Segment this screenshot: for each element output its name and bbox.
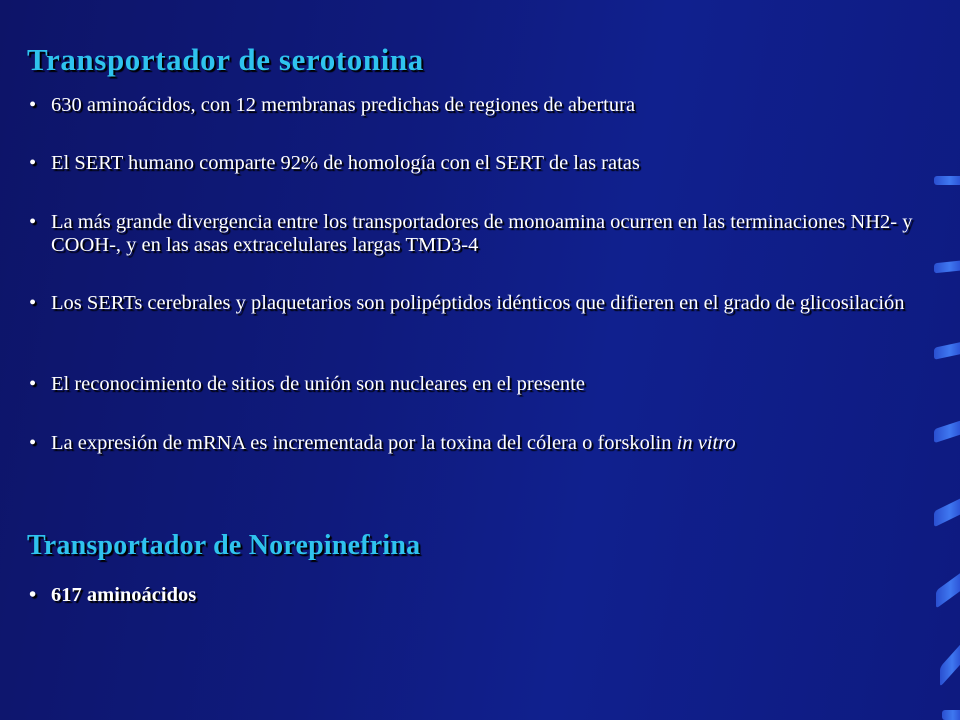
bullet-text: Los SERTs cerebrales y plaquetarios son polipéptidos idénticos que difieren en el grado de glicosilación [51, 292, 905, 314]
bullet-dot: • [29, 373, 37, 395]
decorative-stripe [936, 573, 960, 608]
decorative-stripe [934, 261, 960, 274]
bullet-item [27, 211, 947, 257]
bullet-item [27, 152, 947, 175]
bullet-dot: • [29, 584, 37, 606]
bullet-dot: • [29, 432, 37, 454]
section-title-serotonin-transporter: Transportador de serotonina [27, 42, 424, 77]
bullet-item [27, 432, 947, 455]
decorative-stripe [934, 342, 960, 360]
bullet-item [27, 292, 947, 315]
bullet-item [27, 373, 947, 396]
bullet-text: 630 aminoácidos, con 12 membranas predichas de regiones de abertura [51, 94, 636, 116]
bullet-text: El SERT humano comparte 92% de homología con el SERT de las ratas [51, 152, 640, 174]
bullet-item [27, 584, 947, 607]
decorative-stripe [934, 421, 960, 443]
bullet-item [27, 94, 947, 117]
decorative-stripe [934, 176, 960, 185]
bullet-dot: • [29, 94, 37, 116]
bullet-text: El reconocimiento de sitios de unión son nucleares en el presente [51, 373, 585, 395]
bullet-dot: • [29, 211, 37, 233]
bullet-text: 617 aminoácidos [51, 584, 197, 606]
bullet-dot: • [29, 152, 37, 174]
decorative-stripe [942, 710, 960, 720]
decorative-stripe [934, 499, 960, 528]
bullet-emphasis-text: in vitro [676, 432, 736, 454]
section-title-norepinephrine-transporter: Transportador de Norepinefrina [27, 530, 421, 561]
bullet-text: La más grande divergencia entre los transportadores de monoamina ocurren en las terminaciones NH2- y COOH-, y en las asas extracelulares largas TMD3-4 [51, 211, 913, 256]
bullet-text: La expresión de mRNA es incrementada por la toxina del cólera o forskolin [51, 432, 677, 454]
bullet-dot: • [29, 292, 37, 314]
decorative-stripe [940, 645, 960, 687]
